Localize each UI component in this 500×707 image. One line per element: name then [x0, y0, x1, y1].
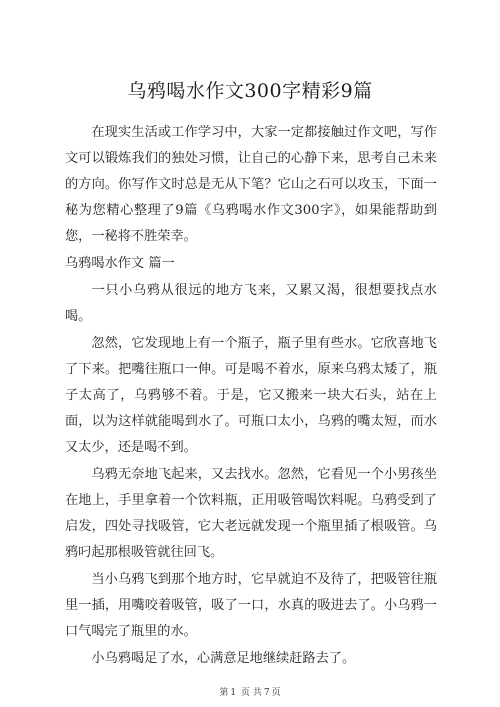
page-number-footer: [0, 685, 500, 698]
intro-paragraph: 在现实生活或工作学习中，大家一定都接触过作文吧，写作文可以锻炼我们的独处习惯，让自己的心静下来，思考自己未来的方向。你写作文时总是无从下笔？它山之石可以攻玉，下面一秘为您精心整理了9篇《乌鸦喝水作文300字》，如果能帮助到您，一秘将不胜荣幸。: [65, 125, 437, 244]
footer-label-end: 页: [271, 688, 281, 698]
footer-label-page: 第: [219, 688, 229, 698]
footer-total-pages: 7: [263, 688, 270, 698]
footer-current-page: 1: [230, 688, 237, 698]
story-paragraph: 小乌鸦喝足了水，心满意足地继续赶路去了。: [91, 651, 356, 666]
footer-label-of: 页 共: [241, 688, 262, 698]
document-title: 乌鸦喝水作文300字精彩9篇: [127, 80, 373, 102]
document-body: [65, 120, 437, 672]
story-paragraph: 当小乌鸦飞到那个地方时，它早就迫不及待了，把吸管往瓶里一插，用嘴咬着吸管，吸了一口，水真的吸进去了。小乌鸦一口气喝完了瓶里的水。: [65, 572, 437, 639]
story-paragraph: 乌鸦无奈地飞起来，又去找水。忽然，它看见一个小男孩坐在地上，手里拿着一个饮料瓶，正用吸管喝饮料呢。乌鸦受到了启发，四处寻找吸管，它大老远就发现一个瓶里插了根吸管。乌鸦叼起那根吸管就往回飞。: [65, 467, 437, 560]
section-heading: 乌鸦喝水作文 篇一: [65, 256, 175, 271]
story-paragraph: 忽然，它发现地上有一个瓶子，瓶子里有些水。它欣喜地飞了下来。把嘴往瓶口一伸。可是喝不着水，原来乌鸦太矮了，瓶子太高了，乌鸦够不着。于是，它又搬来一块大石头，站在上面，以为这样就能喝到水了。可瓶口太小，乌鸦的嘴太短，而水又太少，还是喝不到。: [65, 336, 437, 455]
story-paragraph: 一只小乌鸦从很远的地方飞来，又累又渴，很想要找点水喝。: [65, 283, 437, 324]
